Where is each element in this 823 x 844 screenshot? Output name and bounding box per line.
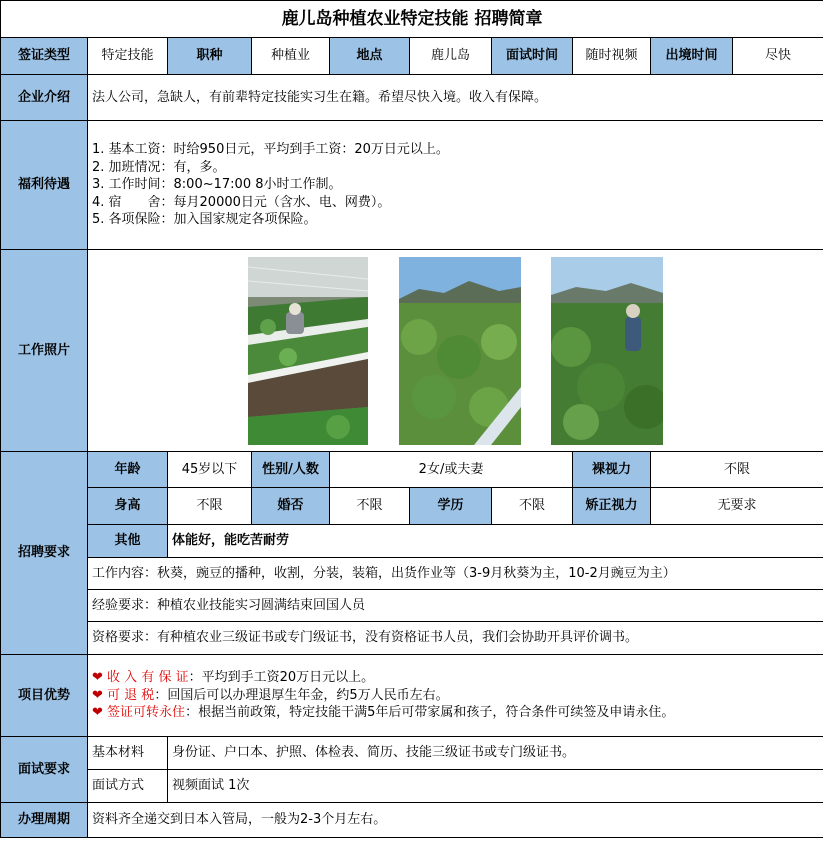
- age-value: 45岁以下: [168, 452, 252, 488]
- location-value: 鹿儿岛: [410, 38, 492, 75]
- requirements-label: 招聘要求: [1, 452, 88, 655]
- departure-time-value: 尽快: [733, 38, 823, 75]
- bean-field-photo: [399, 257, 521, 445]
- education-label: 学历: [410, 488, 492, 525]
- departure-time-label: 出境时间: [651, 38, 733, 75]
- advantage-text: ：根据当前政策，特定技能干满5年后可带家属和孩子，符合条件可续签及申请永住。: [185, 705, 675, 721]
- welfare-item: 3. 工作时间：8:00~17:00 8小时工作制。: [92, 177, 342, 193]
- advantage-key: 可 退 税: [107, 687, 155, 703]
- naked-eye-vision-label: 裸视力: [573, 452, 651, 488]
- greenhouse-worker-photo: [248, 257, 368, 445]
- age-label: 年龄: [88, 452, 168, 488]
- welfare-list: [88, 121, 823, 250]
- page-title: 鹿儿岛种植农业特定技能 招聘简章: [1, 1, 823, 38]
- welfare-item: 5. 各项保险：加入国家规定各项保险。: [92, 212, 317, 228]
- welfare-item: 1. 基本工资：时给950日元，平均到手工资：20万日元以上。: [92, 142, 449, 158]
- interview-time-label: 面试时间: [492, 38, 573, 75]
- qualification-requirement: 资格要求：有种植农业三级证书或专门级证书，没有资格证书人员，我们会协助开具评价调书。: [88, 622, 823, 655]
- heart-icon: ❤: [92, 705, 103, 721]
- marital-status-label: 婚否: [252, 488, 330, 525]
- okra-field-photo: [551, 257, 663, 445]
- advantage-text: ：回国后可以办理退厚生年金，约5万人民币左右。: [154, 687, 449, 703]
- work-content: 工作内容：秋葵，豌豆的播种，收割，分装，装箱，出货作业等（3-9月秋葵为主，10-2月豌豆为主）: [88, 558, 823, 590]
- corrected-vision-label: 矫正视力: [573, 488, 651, 525]
- job-type-label: 职种: [168, 38, 252, 75]
- interview-method-label: 面试方式: [88, 770, 168, 803]
- period-value: 资料齐全递交到日本入管局，一般为2-3个月左右。: [88, 803, 823, 838]
- gender-count-value: 2女/或夫妻: [330, 452, 573, 488]
- naked-eye-vision-value: 不限: [651, 452, 823, 488]
- other-value: 体能好，能吃苦耐劳: [168, 525, 823, 558]
- advantage-text: ：平均到手工资20万日元以上。: [188, 670, 375, 686]
- welfare-item: 2. 加班情况：有，多。: [92, 159, 226, 175]
- advantage-item: [92, 687, 823, 705]
- materials-value: 身份证、户口本、护照、体检表、简历、技能三级证书或专门级证书。: [168, 737, 823, 770]
- advantage-item: [92, 704, 823, 722]
- interview-time-value: 随时视频: [573, 38, 651, 75]
- advantage-key: 签证可转永住: [107, 705, 186, 721]
- advantages-list: [88, 655, 823, 737]
- heart-icon: ❤: [92, 670, 103, 686]
- marital-status-value: 不限: [330, 488, 410, 525]
- interview-method-value: 视频面试 1次: [168, 770, 823, 803]
- company-label: 企业介绍: [1, 75, 88, 121]
- experience-requirement: 经验要求：种植农业技能实习圆满结束回国人员: [88, 590, 823, 622]
- heart-icon: ❤: [92, 687, 103, 703]
- interview-label: 面试要求: [1, 737, 88, 803]
- advantages-label: 项目优势: [1, 655, 88, 737]
- photos-label: 工作照片: [1, 250, 88, 452]
- gender-count-label: 性别/人数: [252, 452, 330, 488]
- period-label: 办理周期: [1, 803, 88, 838]
- other-label: 其他: [88, 525, 168, 558]
- corrected-vision-value: 无要求: [651, 488, 823, 525]
- welfare-item: 4. 宿 舍：每月20000日元（含水、电、网费）。: [92, 194, 391, 210]
- welfare-label: 福利待遇: [1, 121, 88, 250]
- height-label: 身高: [88, 488, 168, 525]
- advantage-item: [92, 669, 823, 687]
- materials-label: 基本材料: [88, 737, 168, 770]
- job-type-value: 种植业: [252, 38, 330, 75]
- visa-type-label: 签证类型: [1, 38, 88, 75]
- advantage-key: 收 入 有 保 证: [107, 670, 189, 686]
- visa-type-value: 特定技能: [88, 38, 168, 75]
- company-intro: 法人公司，急缺人，有前辈特定技能实习生在籍。希望尽快入境。收入有保障。: [88, 75, 823, 121]
- education-value: 不限: [492, 488, 573, 525]
- height-value: 不限: [168, 488, 252, 525]
- work-photos: [88, 250, 823, 452]
- location-label: 地点: [330, 38, 410, 75]
